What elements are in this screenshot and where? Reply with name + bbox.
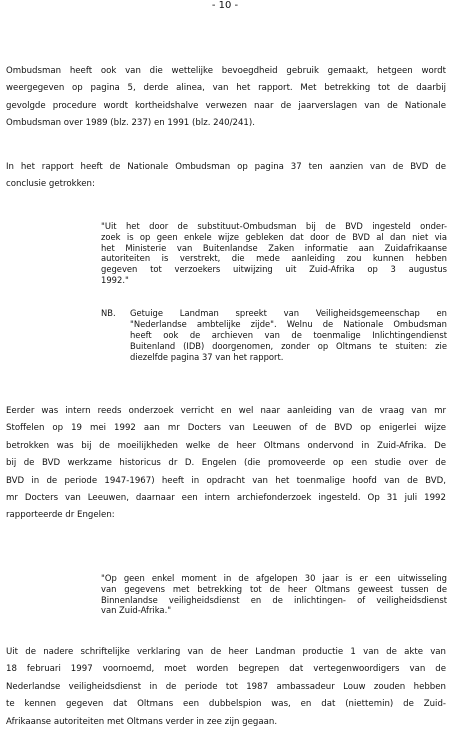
- quote-line: gegeven tot verzoekers uitwijzing uit Zuid-Afrika op 3 augustus: [101, 264, 447, 275]
- text-line: Afrikaanse autoriteiten met Oltmans verder in zee zijn gegaan.: [6, 716, 278, 727]
- text-line: Nederlandse veiligheidsdienst in de periode tot 1987 ambassadeur Louw zouden hebben: [6, 681, 446, 692]
- quote-line: het Ministerie van Buitenlandse Zaken informatie aan Zuidafrikaanse: [101, 242, 447, 253]
- text-line: weergegeven op pagina 5, derde alinea, van het rapport. Met betrekking tot de daarbij: [6, 83, 446, 94]
- text-line: betrokken was bij de moeilijkheden welke de heer Oltmans ondervond in Zuid-Afrika. De: [6, 440, 446, 451]
- note-line: heeft ook de archieven van de toenmalige Inlichtingendienst: [130, 330, 447, 340]
- nb-note: [101, 308, 447, 368]
- text-line: mr Docters van Leeuwen, daarnaar een intern archiefonderzoek ingesteld. Op 31 juli 1992: [6, 493, 446, 504]
- paragraph-report-conclusion-intro: [6, 159, 446, 194]
- text-line: 18 februari 1997 voornoemd, moet worden begrepen dat vertegenwoordigers van de: [6, 664, 446, 675]
- text-line: BVD in de periode 1947-1967) heeft in opdracht van het toenmalige hoofd van de BVD,: [6, 475, 446, 486]
- text-line: Ombudsman heeft ook van die wettelijke bevoegdheid gebruik gemaakt, hetgeen wordt: [6, 66, 446, 76]
- note-line: Getuige Landman spreekt van Veiligheidsgemeenschap en: [130, 308, 447, 318]
- text-line: Eerder was intern reeds onderzoek verricht en wel naar aanleiding van de vraag van mr: [6, 406, 446, 416]
- paragraph-ombudsman-authority: [6, 63, 446, 133]
- text-line: Ombudsman over 1989 (blz. 237) en 1991 (blz. 240/241).: [6, 118, 255, 129]
- text-line: conclusie getrokken:: [6, 179, 95, 190]
- nb-text: [130, 308, 447, 363]
- text-line: In het rapport heeft de Nationale Ombudsman op pagina 37 ten aanzien van de BVD de: [6, 162, 446, 172]
- quote-line: van gegevens met betrekking tot de heer Oltmans geweest tussen de: [101, 583, 447, 594]
- quote-ombudsman-conclusion: [101, 221, 447, 286]
- text-line: gevolgde procedure wordt kortheidshalve verwezen naar de jaarverslagen van de Nationale: [6, 100, 446, 111]
- text-line: te kennen gegeven dat Oltmans een dubbelspion was, en dat (niettemin) de Zuid-: [6, 699, 446, 710]
- quote-line: "Op geen enkel moment in de afgelopen 30 jaar is er een uitwisseling: [101, 573, 447, 583]
- text-line: Uit de nadere schriftelijke verklaring van de heer Landman productie 1 van de akte van: [6, 647, 446, 657]
- text-line: Stoffelen op 19 mei 1992 aan mr Docters van Leeuwen of de BVD op enigerlei wijze: [6, 423, 446, 434]
- paragraph-landman-statement: [6, 644, 446, 731]
- quote-engelen-report: [101, 573, 447, 616]
- page-number: - 10 -: [211, 0, 239, 11]
- quote-line: "Uit het door de substituut-Ombudsman bij de BVD ingesteld onder-: [101, 221, 447, 231]
- quote-line: van Zuid-Afrika.": [101, 605, 172, 616]
- nb-label: NB.: [101, 308, 116, 318]
- quote-line: autoriteiten is verstrekt, die mede aanleiding zou kunnen hebben: [101, 253, 447, 264]
- note-line: diezelfde pagina 37 van het rapport.: [130, 352, 284, 362]
- quote-line: 1992.": [101, 274, 129, 285]
- text-line: rapporteerde dr Engelen:: [6, 510, 115, 521]
- quote-line: Binnenlandse veiligheidsdienst en de inlichtingen- of veiligheidsdienst: [101, 594, 447, 605]
- note-line: Buitenland (IDB) doorgenomen, zonder op Oltmans te stuiten: zie: [130, 341, 447, 351]
- quote-line: zoek is op geen enkele wijze gebleken dat door de BVD al dan niet via: [101, 231, 447, 242]
- note-line: "Nederlandse ambtelijke zijde". Welnu de Nationale Ombudsman: [130, 319, 447, 329]
- text-line: bij de BVD werkzame historicus dr D. Engelen (die promoveerde op een studie over de: [6, 458, 446, 469]
- paragraph-internal-investigation: [6, 403, 446, 525]
